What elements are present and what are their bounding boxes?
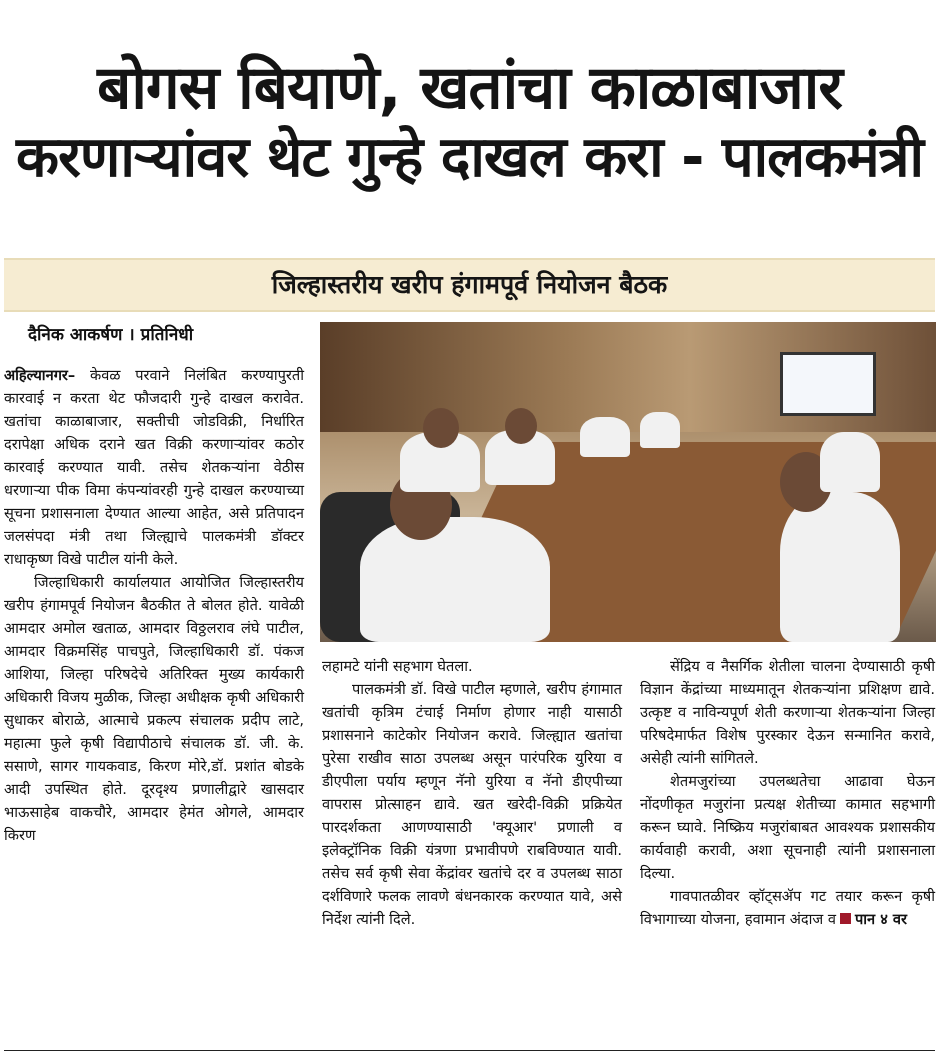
paragraph: [640, 885, 935, 931]
article-column-1: [4, 364, 304, 847]
paragraph-text: गावपातळीवर व्हॉट्सॲप गट तयार करून कृषी विभागाच्या योजना, हवामान अंदाज व: [640, 888, 935, 928]
continued-text: पान ४ वर: [854, 911, 907, 928]
paragraph: सेंद्रिय व नैसर्गिक शेतीला चालना देण्यासाठी कृषी विज्ञान केंद्रांच्या माध्यमातून शेतकऱ्यांना प्रशिक्षण द्यावे. उत्कृष्ट व नाविन्यपूर्ण शेती करणाऱ्या शेतकऱ्यांना जिल्हा परिषदेमार्फत विशेष पुरस्कार देऊन सन्मानित करावे, असेही त्यांनी सांगितले.: [640, 658, 935, 767]
paragraph: जिल्हाधिकारी कार्यालयात आयोजित जिल्हास्तरीय खरीप हंगामपूर्व नियोजन बैठकीत ते बोलत होते. यावेळी आमदार अमोल खताळ, आमदार विठ्ठलराव लंघे पाटील, आमदार विक्रमसिंह पाचपुते, जिल्हाधिकारी डॉ. पंकज आशिया, जिल्हा परिषदेचे अतिरिक्त मुख्य कार्यकारी अधिकारी विजय मुळीक, जिल्हा अधीक्षक कृषी अधिकारी सुधाकर बोराळे, आत्माचे प्रकल्प संचालक प्रदीप लाटे, महात्मा फुले कृषी विद्यापीठाचे संचालक डॉ. जी. के. ससाणे, सागर गायकवाड, किरण मोरे,डॉ. प्रशांत बोडके आदी उपस्थित होते. दूरदृश्य प्रणालीद्वारे खासदार भाऊसाहेब वाकचौरे, आमदार हेमंत ओगले, आमदार किरण: [4, 574, 304, 844]
paragraph: पालकमंत्री डॉ. विखे पाटील म्हणाले, खरीप हंगामात खतांची कृत्रिम टंचाई निर्माण होणार नाही यासाठी प्रशासनाने काटेकोर नियोजन करावे. जिल्ह्यात खतांचा पुरेसा राखीव साठा उपलब्ध असून पारंपरिक युरिया व डीएपीला पर्याय म्हणून नॅनो युरिया व नॅनो डीएपीच्या वापरास प्रोत्साहन द्यावे. खत खरेदी-विक्री प्रक्रियेत पारदर्शकता आणण्यासाठी 'क्यूआर' प्रणाली व इलेक्ट्रॉनिक विक्री यंत्रणा प्रभावीपणे राबविण्यात यावी. तसेच सर्व कृषी सेवा केंद्रांवर खतांचे दर व उपलब्ध साठा दर्शविणारे फलक लावणे बंधनकारक करण्यात यावे, असे निर्देश त्यांनी दिले.: [322, 681, 622, 928]
lead-paragraph: [4, 364, 304, 571]
paragraph: लहामटे यांनी सहभाग घेतला.: [322, 658, 473, 675]
headline-line-2: करणाऱ्यांवर थेट गुन्हे दाखल करा - पालकमंत्री: [15, 125, 924, 190]
article-column-2: [322, 655, 622, 931]
headline-line-1: बोगस बियाणे, खतांचा काळाबाजार: [97, 53, 842, 123]
paragraph: शेतमजुरांच्या उपलब्धतेचा आढावा घेऊन नोंदणीकृत मजुरांना प्रत्यक्ष शेतीच्या कामात सहभागी करून घ्यावे. निष्क्रिय मजुरांबाबत आवश्यक प्रशासकीय कार्यवाही करावी, अशा सूचनाही त्यांनी प्रशासनाला दिल्या.: [640, 773, 935, 882]
continued-marker: [836, 911, 907, 928]
lead-text: केवळ परवाने निलंबित करण्यापुरती कारवाई न करता थेट फौजदारी गुन्हे दाखल करावेत. खतांचा काळाबाजार, सक्तीची जोडविक्री, निर्धारित दरापेक्षा अधिक दराने खत विक्री करणाऱ्यांवर कठोर कारवाई करण्यात यावी. तसेच शेतकऱ्यांना वेठीस धरणाऱ्या पीक विमा कंपन्यांवरही गुन्हे दाखल करण्याच्या सूचना प्रशासनाला देण्यात आल्या आहेत, असे प्रतिपादन जलसंपदा मंत्री तथा जिल्ह्याचे पालकमंत्री डॉक्टर राधाकृष्ण विखे पाटील यांनी केले.: [4, 367, 305, 568]
square-bullet-icon: [840, 913, 851, 924]
dateline: अहिल्यानगर–: [4, 367, 76, 384]
meeting-photo: [320, 322, 936, 642]
byline: दैनिक आकर्षण । प्रतिनिधी: [28, 325, 194, 345]
article-column-3: [640, 655, 935, 931]
bottom-rule: [4, 1050, 935, 1051]
subheadline-bar: जिल्हास्तरीय खरीप हंगामपूर्व नियोजन बैठक: [4, 258, 935, 312]
headline: [0, 52, 939, 192]
